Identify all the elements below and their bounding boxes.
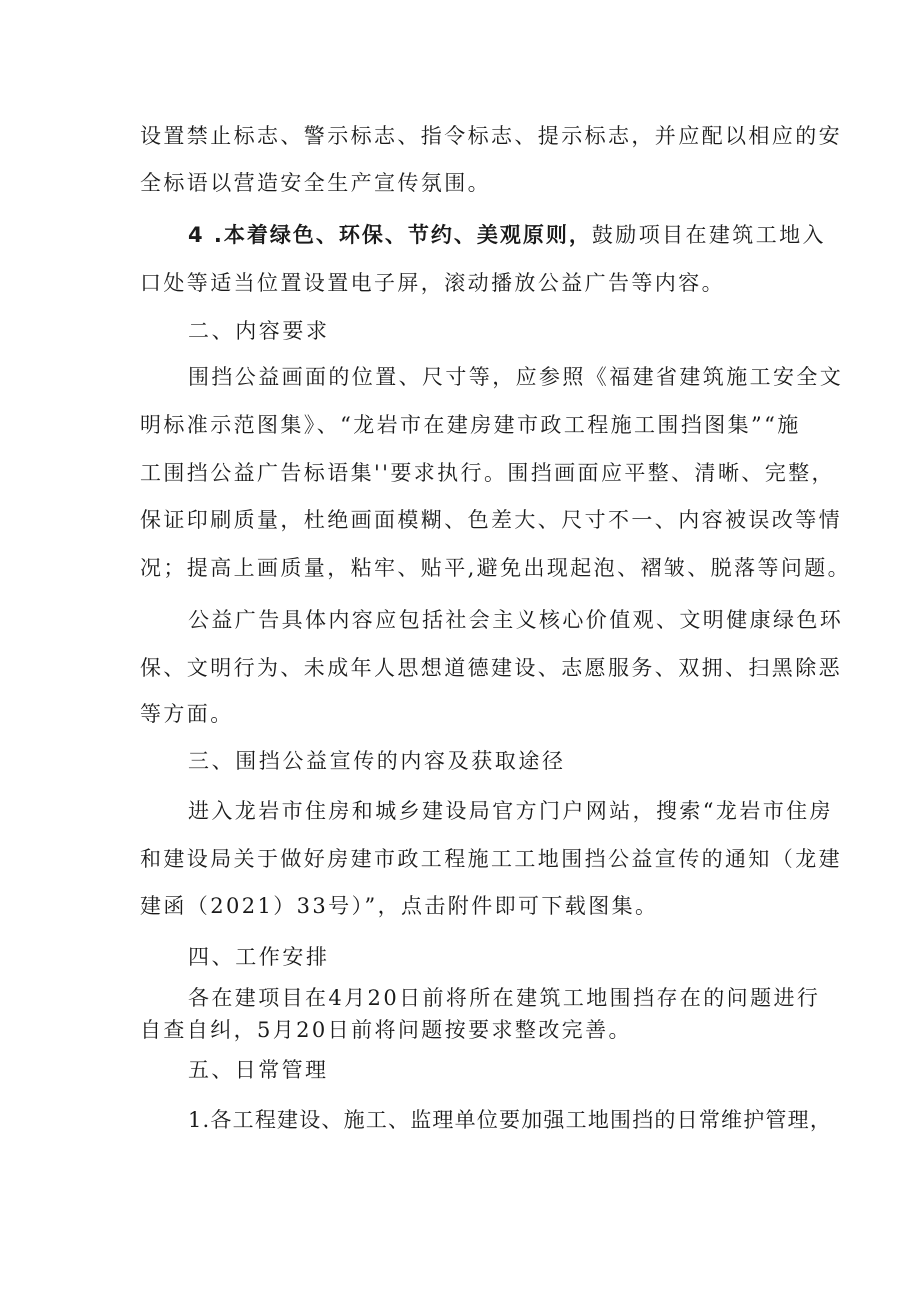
paragraph-line: 设置禁止标志、警示标志、指令标志、提示标志，并应配以相应的安 [140,124,842,148]
paragraph-line: 围挡公益画面的位置、尺寸等，应参照《福建省建筑施工安全文 [188,365,844,389]
section-heading: 四、工作安排 [188,945,330,969]
paragraph-line: 明标准示范图集》、“龙岩市在建房建市政工程施工围挡图集”“施 [140,413,801,437]
paragraph-line: 等方面。 [140,702,234,726]
paragraph-line: 公益广告具体内容应包括社会主义核心价值观、文明健康绿色环 [188,608,844,632]
paragraph-text: 鼓励项目在建筑工地入 [591,223,826,247]
paragraph-line: 进入龙岩市住房和城乡建设局官方门户网站，搜索“龙岩市住房 [188,799,833,823]
paragraph-line: 口处等适当位置设置电子屏，滚动播放公益广告等内容。 [140,271,725,295]
paragraph-line: 保、文明行为、未成年人思想道德建设、志愿服务、双拥、扫黑除恶 [140,656,842,680]
paragraph-line: 工围挡公益广告标语集''要求执行。围挡画面应平整、清晰、完整， [140,461,835,485]
paragraph-line: 自查自纠，5月20日前将问题按要求整改完善。 [140,1018,632,1042]
paragraph-line: 况；提高上画质量，粘牢、贴平,避免出现起泡、褶皱、脱落等问题。 [140,556,852,580]
paragraph-line [188,215,826,255]
paragraph-line: 建函（2021）33号）”，点击附件即可下载图集。 [140,894,659,918]
section-heading: 二、内容要求 [188,319,330,343]
paragraph-line: 1.各工程建设、施工、监理单位要加强工地围挡的日常维护管理， [188,1108,833,1132]
section-heading: 五、日常管理 [188,1058,329,1082]
paragraph-line: 各在建项目在4月20日前将所在建筑工地围挡存在的问题进行 [188,986,821,1010]
section-heading: 三、围挡公益宣传的内容及获取途径 [188,749,566,773]
paragraph-line: 保证印刷质量，杜绝画面模糊、色差大、尺寸不一、内容被误改等情 [140,508,842,532]
bold-lead: 4 .本着绿色、环保、节约、美观原则， [188,223,592,247]
paragraph-line: 全标语以营造安全生产宣传氛围。 [140,171,491,195]
paragraph-line: 和建设局关于做好房建市政工程施工工地围挡公益宣传的通知（龙建 [140,847,842,871]
